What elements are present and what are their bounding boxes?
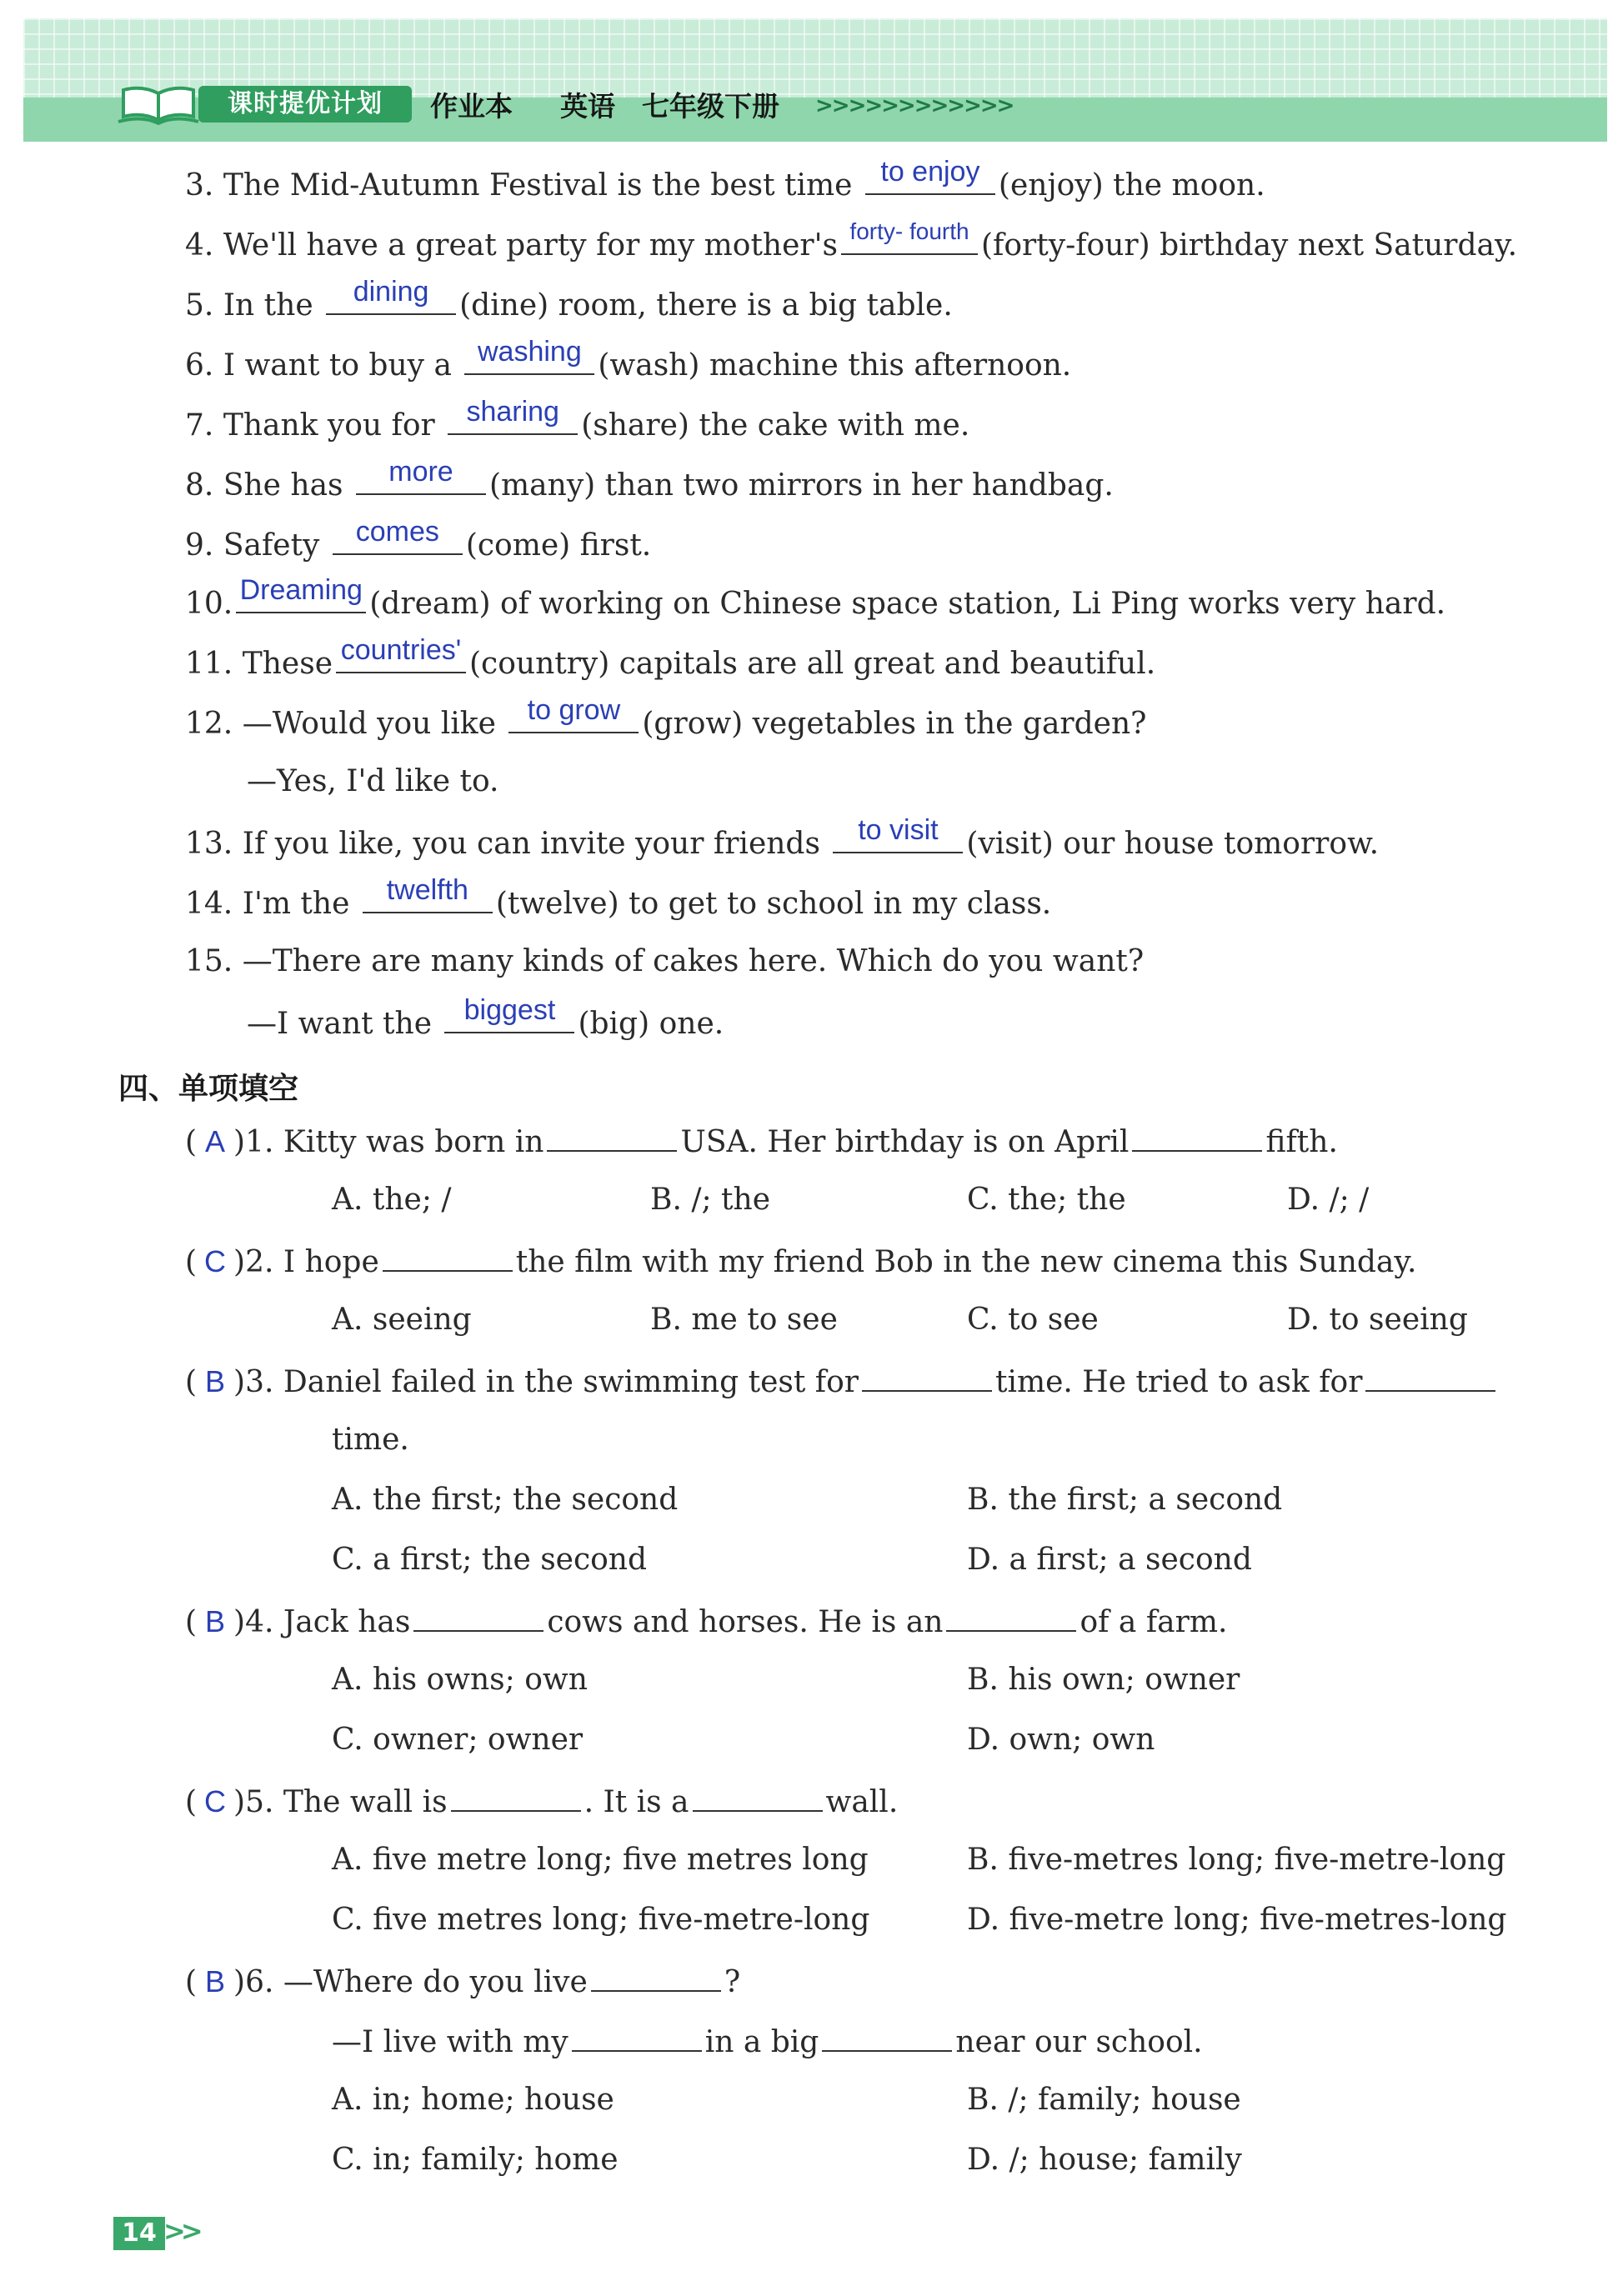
mc2-option-a: A. seeing [332,1303,472,1337]
book-title: 作业本 [430,90,513,123]
question-3: 3. The Mid-Autumn Festival is the best time to enjoy (enjoy) the moon. [185,165,1265,204]
mc3-option-b: B. the first; a second [967,1483,1283,1517]
page-header [23,18,1607,142]
header-chevrons: >>>>>>>>>>>> [815,93,1014,118]
answer-10: Dreaming [239,574,363,606]
mc4-option-c: C. owner; owner [332,1723,584,1757]
grade-title: 七年级下册 [642,90,779,123]
answer-5: dining [353,276,429,308]
mc3-continuation: time. [332,1423,409,1457]
question-10: 10. Dreaming (dream) of working on Chinese space station, Li Ping works very hard. [185,583,1445,623]
mc2-option-d: D. to seeing [1287,1303,1468,1337]
question-8: 8. She has more (many) than two mirrors in her handbag. [185,465,1114,504]
question-5: 5. In the dining (dine) room, there is a big table. [185,285,953,324]
page-number: 14 [113,2217,165,2250]
mc3-option-d: D. a first; a second [967,1543,1252,1577]
mc5-option-b: B. five-metres long; five-metre-long [967,1843,1506,1877]
question-11: 11. These countries' (country) capitals are all great and beautiful. [185,643,1155,683]
answer-8: more [388,456,453,488]
answer-14: twelfth [386,874,468,906]
mc-question-1: ( A )1. Kitty was born in USA. Her birthday is on April fifth. [185,1122,1338,1161]
brand-label: 课时提优计划 [198,86,412,123]
mc-answer-5: C [204,1784,227,1818]
mc4-option-a: A. his owns; own [332,1663,588,1697]
question-4: 4. We'll have a great party for my mother's forty- fourth (forty-four) birthday next Saturday. [185,225,1517,264]
mc6-option-b: B. /; family; house [967,2083,1241,2117]
mc4-option-b: B. his own; owner [967,1663,1240,1697]
page-chevron-icon: >> [163,2215,198,2247]
mc2-option-b: B. me to see [650,1303,838,1337]
mc5-option-c: C. five metres long; five-metre-long [332,1903,870,1937]
mc1-option-d: D. /; / [1287,1183,1370,1217]
mc1-option-c: C. the; the [967,1183,1126,1217]
answer-15: biggest [463,994,556,1026]
mc5-option-a: A. five metre long; five metres long [332,1843,869,1877]
mc-question-4: ( B )4. Jack has cows and horses. He is an of a farm. [185,1602,1227,1641]
mc3-option-c: C. a first; the second [332,1543,648,1577]
question-9: 9. Safety comes (come) first. [185,525,651,564]
mc-question-2: ( C )2. I hope the film with my friend Bob in the new cinema this Sunday. [185,1242,1416,1281]
mc6-option-a: A. in; home; house [332,2083,614,2117]
question-14: 14. I'm the twelfth (twelve) to get to school in my class. [185,883,1051,923]
answer-11: countries' [340,634,462,666]
mc1-option-a: A. the; / [332,1183,452,1217]
mc6-option-c: C. in; family; home [332,2143,619,2177]
mc-answer-6: B [205,1964,226,1998]
question-12-reply: —Yes, I'd like to. [247,764,499,798]
answer-4: forty- fourth [849,218,969,244]
open-book-icon [117,83,200,125]
answer-12: to grow [527,694,621,726]
question-7: 7. Thank you for sharing (share) the cake with me. [185,405,969,444]
mc-question-6: ( B )6. —Where do you live ? [185,1962,740,2001]
question-13: 13. If you like, you can invite your friends to visit (visit) our house tomorrow. [185,823,1379,863]
mc4-option-d: D. own; own [967,1723,1155,1757]
mc-answer-1: A [205,1124,226,1158]
mc6-option-d: D. /; house; family [967,2143,1242,2177]
question-15: 15. —There are many kinds of cakes here. Which do you want? [185,944,1145,978]
subject-title: 英语 [560,90,615,123]
question-12: 12. —Would you like to grow (grow) vegetables in the garden? [185,703,1146,743]
mc-answer-3: B [205,1364,226,1398]
section-title: 四、单项填空 [118,1072,299,1106]
mc6-line2: —I live with my in a big near our school. [332,2022,1203,2061]
mc-question-5: ( C )5. The wall is . It is a wall. [185,1782,898,1821]
answer-9: comes [355,516,439,548]
mc1-option-b: B. /; the [650,1183,770,1217]
mc5-option-d: D. five-metre long; five-metres-long [967,1903,1507,1937]
mc3-option-a: A. the first; the second [332,1483,679,1517]
mc-question-3: ( B )3. Daniel failed in the swimming test for time. He tried to ask for [185,1362,1499,1401]
answer-6: washing [478,336,582,368]
mc-answer-2: C [204,1244,227,1278]
question-6: 6. I want to buy a washing (wash) machine this afternoon. [185,345,1071,384]
mc-answer-4: B [205,1604,226,1638]
mc2-option-c: C. to see [967,1303,1099,1337]
answer-3: to enjoy [880,156,980,188]
question-15-line2: —I want the biggest (big) one. [247,1003,724,1043]
answer-13: to visit [858,814,939,846]
answer-7: sharing [466,396,559,428]
